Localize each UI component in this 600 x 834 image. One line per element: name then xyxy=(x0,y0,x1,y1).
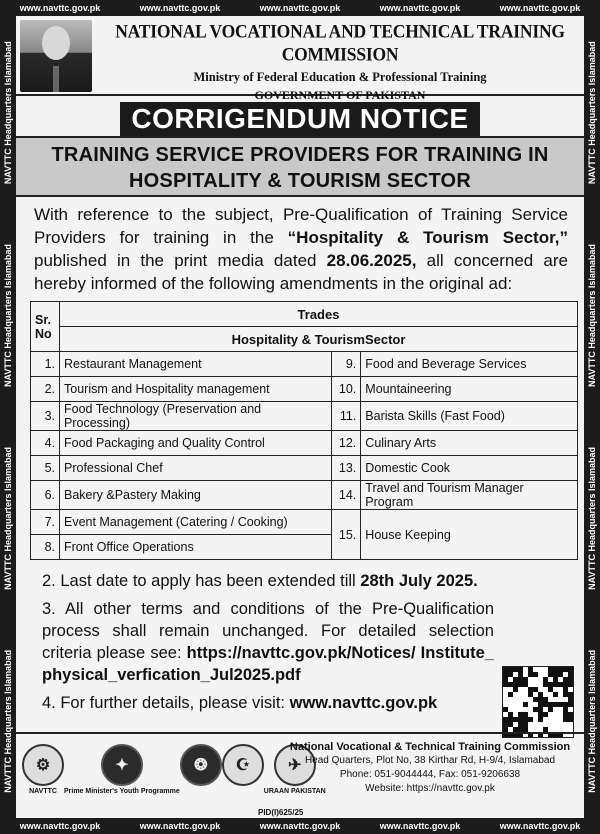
contact-phone: Phone: 051-9044444, Fax: 051-9206638 xyxy=(339,769,521,780)
trade-number: 15. xyxy=(332,510,361,560)
trade-name: Bakery &Pastery Making xyxy=(60,481,332,510)
contact-address: Head Quarters, Plot No, 38 Kirthar Rd, H-9/4, Islamabad xyxy=(304,755,556,766)
trade-name: Food and Beverage Services xyxy=(361,352,578,377)
criteria-link[interactable]: https://navttc.gov.pk/Notices/ Institute_ physical_verfication_Jul2025.pdf xyxy=(42,644,494,684)
org-block xyxy=(100,19,580,103)
trade-number: 6. xyxy=(31,481,60,510)
trade-number: 1. xyxy=(31,352,60,377)
trade-name: Culinary Arts xyxy=(361,431,578,456)
trade-number: 9. xyxy=(332,352,361,377)
trade-number: 2. xyxy=(31,377,60,402)
subject-line-1: TRAINING SERVICE PROVIDERS FOR TRAINING IN xyxy=(51,144,549,166)
table-row xyxy=(31,456,578,481)
border-side-text: NAVTTC Headquarters Islamabad xyxy=(3,244,13,387)
sector-header: Hospitality & TourismSector xyxy=(60,327,578,352)
trade-name: Food Packaging and Quality Control xyxy=(60,431,332,456)
trade-name: Barista Skills (Fast Food) xyxy=(361,402,578,431)
intro-text: published in the print media dated xyxy=(34,251,327,270)
subject-line-2: HOSPITALITY & TOURISM SECTOR xyxy=(129,170,471,192)
trade-name: Mountaineering xyxy=(361,377,578,402)
border-url: www.navttc.gov.pk xyxy=(259,3,341,13)
table-row xyxy=(31,481,578,510)
border-url: www.navttc.gov.pk xyxy=(379,821,461,831)
portrait-photo xyxy=(20,20,92,92)
qr-code[interactable] xyxy=(502,666,574,738)
trade-number: 7. xyxy=(31,510,60,535)
footer xyxy=(16,732,584,818)
trades-header: Trades xyxy=(60,302,578,327)
website-link[interactable]: www.navttc.gov.pk xyxy=(289,694,438,712)
trade-number: 5. xyxy=(31,456,60,481)
point-4 xyxy=(16,692,584,714)
pakistan-emblem-logo: ☪ xyxy=(222,744,264,786)
border-url: www.navttc.gov.pk xyxy=(139,3,221,13)
point-3 xyxy=(16,598,584,686)
pm-youth-programme-logo: ✦ Prime Minister's Youth Programme xyxy=(64,744,180,795)
border-url: www.navttc.gov.pk xyxy=(259,821,341,831)
deadline-date: 28th July 2025. xyxy=(360,572,478,590)
contact-website[interactable]: Website: https://navttc.gov.pk xyxy=(365,783,495,794)
notice-title: CORRIGENDUM NOTICE xyxy=(120,102,480,136)
sr-header-line: Sr. xyxy=(35,312,51,327)
left-border xyxy=(0,16,16,818)
trade-name: Food Technology (Preservation and Processing) xyxy=(60,402,332,431)
point-text: 4. For further details, please visit: xyxy=(42,694,290,712)
point-text: 3. All other terms and conditions of the Pre-Qualification process shall remain unchanged. For detailed selection criteria please see: xyxy=(42,600,494,662)
intro-sector: “Hospitality & Tourism Sector,” xyxy=(287,228,568,247)
trade-number: 3. xyxy=(31,402,60,431)
org-title: NATIONAL VOCATIONAL AND TECHNICAL TRAINING COMMISSION xyxy=(115,19,565,65)
trade-number: 13. xyxy=(332,456,361,481)
border-url: www.navttc.gov.pk xyxy=(139,821,221,831)
contact-block xyxy=(278,740,582,796)
border-side-text: NAVTTC Headquarters Islamabad xyxy=(587,649,597,793)
border-side-text: NAVTTC Headquarters Islamabad xyxy=(3,649,13,793)
header xyxy=(16,16,584,102)
table-row xyxy=(31,402,578,431)
trade-number: 10. xyxy=(332,377,361,402)
logo-caption: NAVTTC xyxy=(29,788,57,795)
sr-header xyxy=(31,302,60,352)
border-url: www.navttc.gov.pk xyxy=(19,3,101,13)
border-url: www.navttc.gov.pk xyxy=(499,821,581,831)
trade-name: Event Management (Catering / Cooking) xyxy=(60,510,332,535)
table-row xyxy=(31,510,578,535)
ministry-name: Ministry of Federal Education & Professional Training xyxy=(193,70,487,84)
intro-paragraph xyxy=(16,197,584,295)
point-text: 2. Last date to apply has been extended till xyxy=(42,572,361,590)
border-url: www.navttc.gov.pk xyxy=(499,3,581,13)
bottom-border xyxy=(0,818,600,834)
border-side-text: NAVTTC Headquarters Islamabad xyxy=(587,41,597,185)
trade-number: 4. xyxy=(31,431,60,456)
border-url: www.navttc.gov.pk xyxy=(19,821,101,831)
sr-header-line: No xyxy=(35,326,52,341)
trade-name: House Keeping xyxy=(361,510,578,560)
emblem-logo: ❂ xyxy=(180,744,222,786)
logo-row xyxy=(22,744,326,812)
border-side-text: NAVTTC Headquarters Islamabad xyxy=(587,244,597,387)
right-border xyxy=(584,16,600,818)
trade-number: 12. xyxy=(332,431,361,456)
trade-number: 14. xyxy=(332,481,361,510)
intro-text: all concerned are hereby informed of the following amendments in the original ad: xyxy=(34,251,569,293)
point-2 xyxy=(16,570,584,592)
intro-text: With reference to the subject, Pre-Qualification of Training Service Providers for training in the xyxy=(34,205,568,247)
trade-name: Restaurant Management xyxy=(60,352,332,377)
border-side-text: NAVTTC Headquarters Islamabad xyxy=(3,41,13,185)
subject-band xyxy=(16,136,584,197)
intro-date: 28.06.2025, xyxy=(326,251,417,270)
trade-name: Domestic Cook xyxy=(361,456,578,481)
navttc-logo: ⚙ NAVTTC xyxy=(22,744,64,795)
logo-caption: Prime Minister's Youth Programme xyxy=(64,788,180,795)
logo-caption: URAAN PAKISTAN xyxy=(263,788,326,795)
trade-name: Travel and Tourism Manager Program xyxy=(361,481,578,510)
table-row xyxy=(31,377,578,402)
government-name: GOVERNMENT OF PAKISTAN xyxy=(254,88,426,102)
trade-number: 8. xyxy=(31,535,60,560)
trade-number: 11. xyxy=(332,402,361,431)
uraan-pakistan-logo: ✈ URAAN PAKISTAN xyxy=(264,744,326,795)
border-side-text: NAVTTC Headquarters Islamabad xyxy=(3,447,13,590)
border-side-text: NAVTTC Headquarters Islamabad xyxy=(587,447,597,590)
notice-content xyxy=(16,16,584,818)
trade-name: Front Office Operations xyxy=(60,535,332,560)
pid-number: PID(I)625/25 xyxy=(258,808,304,817)
table-row xyxy=(31,431,578,456)
trade-name: Tourism and Hospitality management xyxy=(60,377,332,402)
table-row xyxy=(31,352,578,377)
top-border xyxy=(0,0,600,16)
trades-table xyxy=(30,301,578,560)
border-url: www.navttc.gov.pk xyxy=(379,3,461,13)
trade-name: Professional Chef xyxy=(60,456,332,481)
contact-title: National Vocational & Technical Training Commission xyxy=(289,741,571,753)
